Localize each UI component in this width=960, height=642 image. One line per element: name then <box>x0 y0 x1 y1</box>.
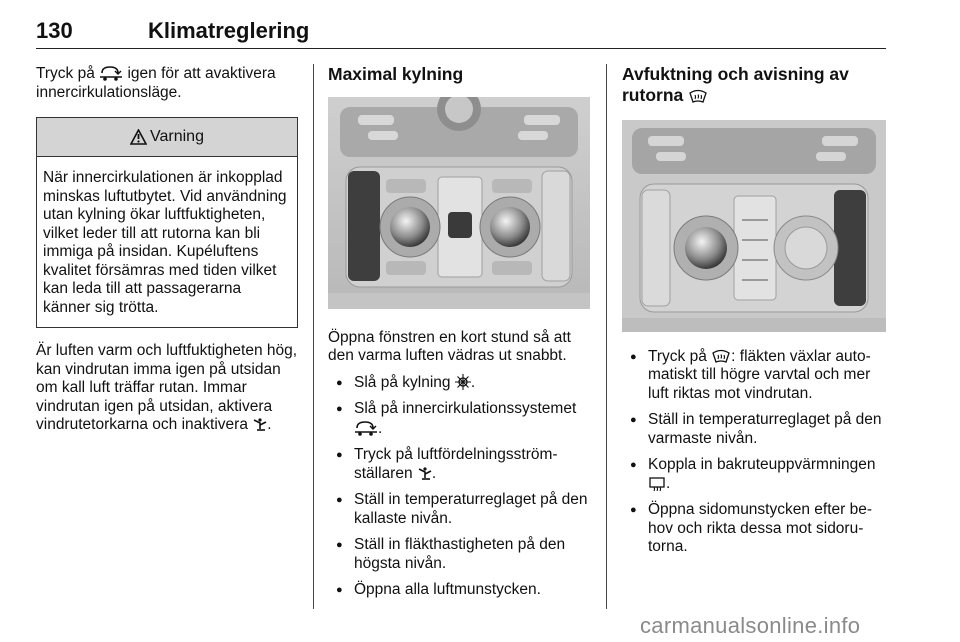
intro-paragraph: Tryck på igen för att avaktivera innercirkulationsläge. <box>36 65 276 101</box>
warning-title: Varning <box>150 127 204 145</box>
column-divider <box>313 64 314 609</box>
rear-window-heating-icon <box>648 475 666 491</box>
list-item: ● Koppla in bakruteuppvärmningen . <box>622 456 886 493</box>
section-heading-defrost: Avfuktning och avisning av rutorna <box>622 64 849 105</box>
list-item: ● Öppna alla luftmunstycken. <box>328 581 590 600</box>
warning-box <box>36 117 298 328</box>
windshield-defrost-icon <box>711 348 731 364</box>
list-item: ● Slå på kylning . <box>328 374 590 393</box>
ac-snowflake-icon <box>455 374 471 390</box>
watermark: carmanualsonline.info <box>640 613 861 638</box>
page-number: 130 <box>36 18 73 43</box>
warning-text: När innercirkulationen är inkopplad minskas luftutbytet. Vid användning utan kylning ökar luftfuktigheten, vilket leder till att rutorna kan bli immiga på insidan. Kupéluftens kvalitet försämras med tiden vilket kan leda till att passagerarna känner sig trötta. <box>43 169 287 316</box>
chapter-title: Klimatreglering <box>148 18 310 43</box>
air-distribution-icon <box>417 466 432 481</box>
warning-header <box>37 118 297 157</box>
column-left <box>36 64 298 435</box>
section-heading-max-cooling: Maximal kylning <box>328 64 464 84</box>
cooling-steps-list <box>328 374 590 600</box>
intro-paragraph: Öppna fönstren en kort stund så att den varma luften vädras ut snabbt. <box>328 328 571 364</box>
windshield-defrost-icon <box>688 88 708 104</box>
list-item: ● Slå på innercirkulationssystemet . <box>328 400 590 438</box>
column-divider <box>606 64 607 609</box>
list-item: ● Ställ in fläkthastigheten på den högsta nivån. <box>328 536 590 573</box>
recirculation-icon <box>354 419 378 436</box>
list-item: ● Tryck på luftfördelningsströmställaren . <box>328 446 590 483</box>
defrost-steps-list <box>622 348 886 557</box>
list-item: ● Ställ in temperaturreglaget på den varmaste nivån. <box>622 411 886 448</box>
condensation-paragraph: Är luften varm och luftfuktigheten hög, kan vindrutan imma igen på utsidan om kall luft träffar rutan. Immar vindrutan igen på utsidan, aktivera vindrutetorkarna och inaktivera . <box>36 342 298 433</box>
list-item: ● Tryck på : fläkten växlar automatiskt till högre varvtal och mer luft riktas mot vindrutan. <box>622 348 886 404</box>
warning-triangle-icon <box>130 129 147 145</box>
column-middle <box>328 64 590 600</box>
list-item: ● Öppna sidomunstycken efter behov och rikta dessa mot sidorutorna. <box>622 501 886 557</box>
list-item: ● Ställ in temperaturreglaget på den kallaste nivån. <box>328 491 590 528</box>
page-header <box>36 12 886 49</box>
climate-panel-photo-cooling <box>328 97 590 309</box>
air-distribution-icon <box>252 417 267 432</box>
column-right <box>622 64 886 557</box>
recirculation-icon <box>99 64 123 81</box>
climate-panel-photo-defrost <box>622 120 886 332</box>
